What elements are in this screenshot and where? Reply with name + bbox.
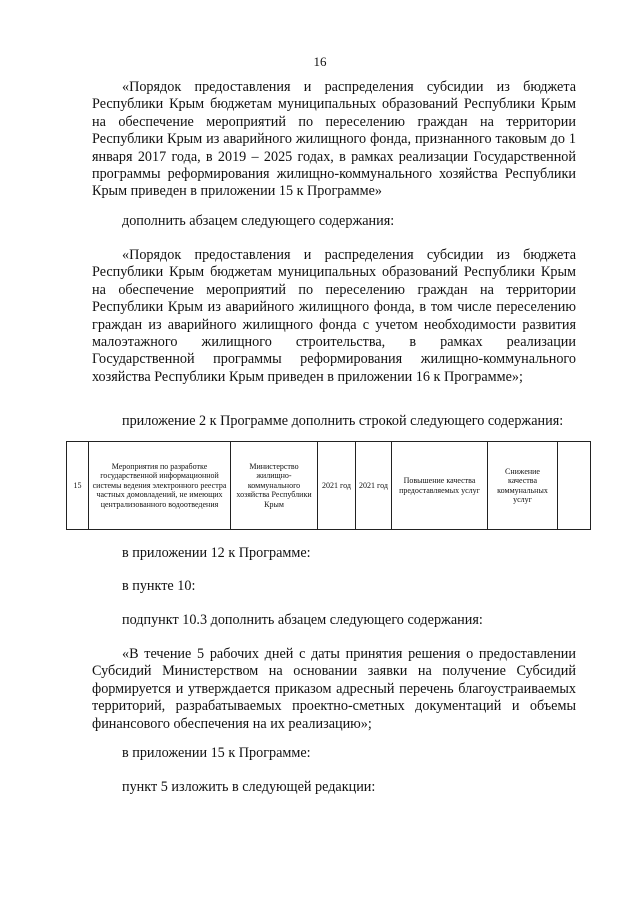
expected-result-cell: Повышение качества предоставляемых услуг — [392, 442, 488, 530]
paragraph-point-10: в пункте 10: — [122, 578, 196, 594]
end-year-cell: 2021 год — [356, 442, 392, 530]
paragraph-add-clause: дополнить абзацем следующего содержания: — [122, 213, 395, 229]
paragraph-quote-subsidies: «В течение 5 рабочих дней с даты принятия решения о предоставлении Субсидий Министерством на основании заявки на получение Субсидий формируется и утверждается приказом адресный перечень благоустраиваемых территорий, разрабатываемых проектно-сметных документаций и объемы финансового обеспечения на их реализацию»; — [92, 646, 576, 732]
paragraph-appendix-12: в приложении 12 к Программе: — [122, 545, 311, 561]
page-number: 16 — [313, 54, 327, 69]
paragraph-quote-appendix-16: «Порядок предоставления и распределения субсидии из бюджета Республики Крым бюджетам муниципальных образований Республики Крым на обеспечение мероприятий по переселению граждан на территории Республики Крым из аварийного жилищного фонда, в том числе переселению граждан из аварийного жилищного фонда с учетом необходимости развития малоэтажного жилищного строительства, в рамках реализации Государственной программы реформирования жилищно-коммунального хозяйства Республики Крым приведен в приложении 16 к Программе»; — [92, 247, 576, 385]
paragraph-appendix-15: в приложении 15 к Программе: — [122, 745, 311, 761]
empty-cell — [558, 442, 591, 530]
paragraph-appendix-2-row: приложение 2 к Программе дополнить строкой следующего содержания: — [122, 413, 564, 429]
paragraph-subpoint-10-3: подпункт 10.3 дополнить абзацем следующего содержания: — [122, 612, 483, 628]
risk-cell: Снижение качества коммунальных услуг — [488, 442, 558, 530]
paragraph-quote-appendix-15: «Порядок предоставления и распределения субсидии из бюджета Республики Крым бюджетам муниципальных образований Республики Крым на обеспечение мероприятий по переселению граждан на территории Республики Крым из аварийного жилищного фонда, признанного таковым до 1 января 2017 года, в 2019 – 2025 годах, в рамках реализации Государственной программы реформирования жилищно-коммунального хозяйства Республики Крым приведен в приложении 15 к Программе» — [92, 79, 576, 200]
appendix-2-table — [66, 441, 591, 530]
row-number-cell: 15 — [67, 442, 89, 530]
table-row — [67, 442, 591, 530]
paragraph-point-5: пункт 5 изложить в следующей редакции: — [122, 779, 376, 795]
event-name-cell: Мероприятия по разработке государственной информационной системы ведения электронного реестра частных домовладений, не имеющих централизованного водоотведения — [89, 442, 231, 530]
executor-cell: Министерство жилищно-коммунального хозяйства Республики Крым — [231, 442, 318, 530]
start-year-cell: 2021 год — [318, 442, 356, 530]
